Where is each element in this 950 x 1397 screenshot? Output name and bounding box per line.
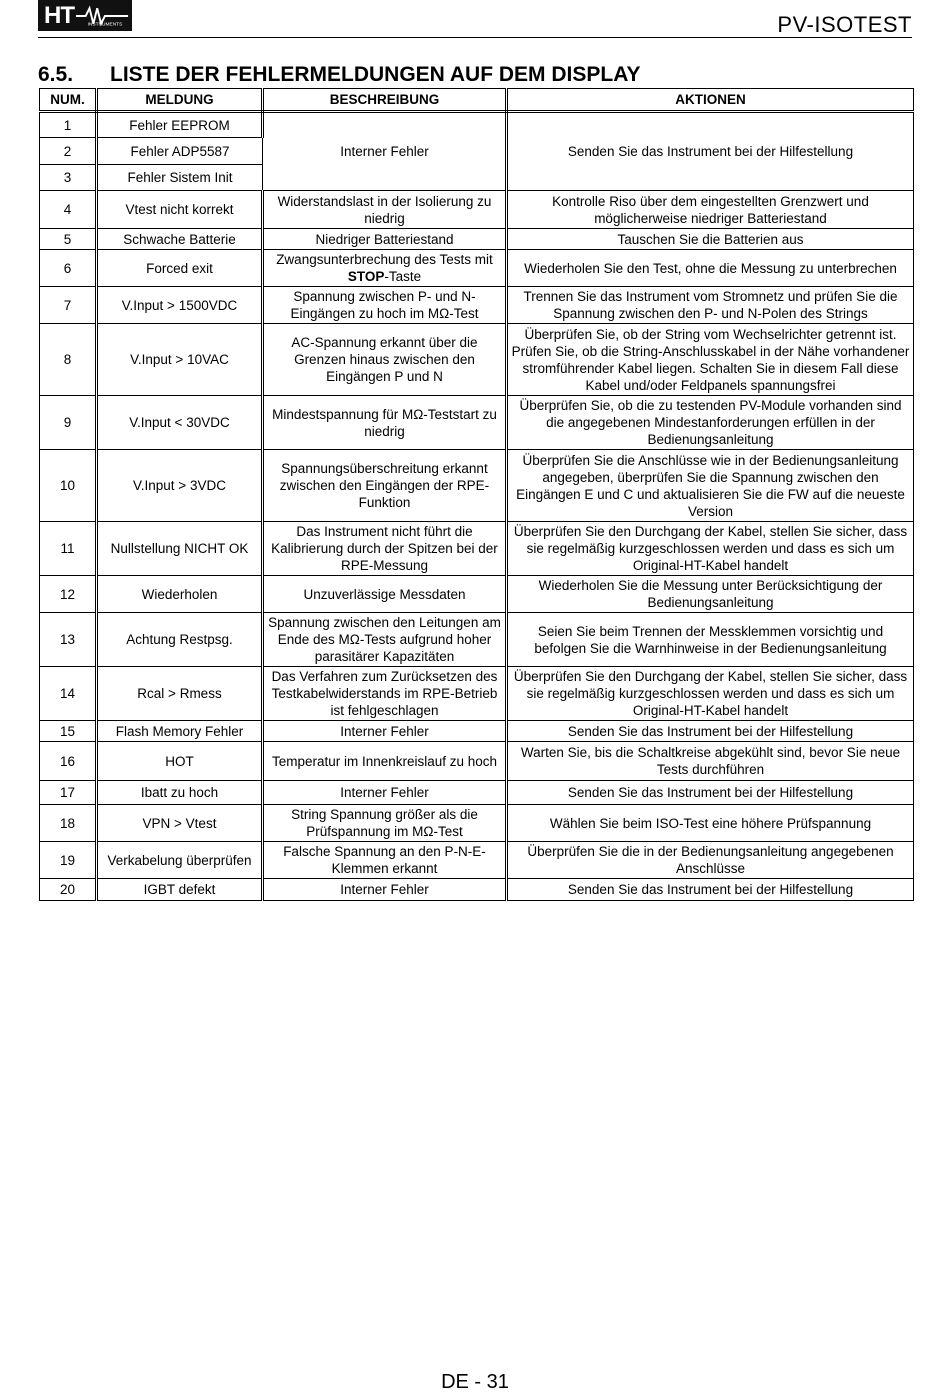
row-action: Überprüfen Sie die in der Bedienungsanleitung angegebenen Anschlüsse [507,842,914,879]
row-description: Spannungsüberschreitung erkannt zwischen den Eingängen der RPE-Funktion [263,450,507,522]
row-action: Wählen Sie beim ISO-Test eine höhere Prüfspannung [507,805,914,842]
row-message: Wiederholen [97,576,263,613]
row-description: Widerstandslast in der Isolierung zu niedrig [263,191,507,229]
table-row [40,879,914,901]
logo-text: HT [44,1,74,29]
row-action: Senden Sie das Instrument bei der Hilfestellung [507,781,914,805]
row-number: 15 [40,721,97,742]
row-number: 9 [40,396,97,450]
row-number: 20 [40,879,97,901]
row-message: IGBT defekt [97,879,263,901]
row-number: 4 [40,191,97,229]
row-message: Forced exit [97,250,263,287]
row-action: Kontrolle Riso über dem eingestellten Grenzwert und möglicherweise niedriger Batteriestand [507,191,914,229]
document-title: PV-ISOTEST [777,12,912,37]
table-row [40,191,914,229]
row-message: Fehler Sistem Init [97,165,263,191]
stop-key-label: STOP [347,269,385,284]
section-heading [38,63,640,87]
row-description: Das Instrument nicht führt die Kalibrierung durch der Spitzen bei der RPE-Messung [263,522,507,576]
column-header-meldung: MELDUNG [97,89,263,112]
row-message: Rcal > Rmess [97,667,263,721]
row-message: V.Input > 10VAC [97,324,263,396]
ht-instruments-logo [38,0,132,31]
table-row [40,721,914,742]
row-message: Fehler EEPROM [97,112,263,138]
logo-subtext: INSTRUMENTS [87,22,123,27]
table-row [40,287,914,324]
row-number: 19 [40,842,97,879]
row-message: Nullstellung NICHT OK [97,522,263,576]
row-number: 6 [40,250,97,287]
row-message: Achtung Restpsg. [97,613,263,667]
table-row [40,250,914,287]
row-message: HOT [97,742,263,781]
row-description: String Spannung größer als die Prüfspannung im MΩ-Test [263,805,507,842]
table-row [40,742,914,781]
table-row [40,112,914,138]
description-tail: -Taste [384,269,422,284]
row-action: Tauschen Sie die Batterien aus [507,229,914,250]
table-header-row [40,89,914,112]
row-description: Falsche Spannung an den P-N-E-Klemmen erkannt [263,842,507,879]
table-row [40,576,914,613]
waveform-icon [76,5,130,27]
row-number: 2 [40,138,97,165]
column-header-beschreibung: BESCHREIBUNG [263,89,507,112]
row-action: Senden Sie das Instrument bei der Hilfestellung [507,879,914,901]
row-description: Spannung zwischen den Leitungen am Ende des MΩ-Tests aufgrund hoher parasitärer Kapazitäten [263,613,507,667]
row-message: Vtest nicht korrekt [97,191,263,229]
row-message: V.Input > 1500VDC [97,287,263,324]
table-row [40,805,914,842]
row-description: Unzuverlässige Messdaten [263,576,507,613]
row-message: VPN > Vtest [97,805,263,842]
row-message: Ibatt zu hoch [97,781,263,805]
row-action: Wiederholen Sie den Test, ohne die Messung zu unterbrechen [507,250,914,287]
row-description: Interner Fehler [263,781,507,805]
table-row [40,229,914,250]
row-description: Temperatur im Innenkreislauf zu hoch [263,742,507,781]
row-number: 5 [40,229,97,250]
row-number: 3 [40,165,97,191]
row-description: Das Verfahren zum Zurücksetzen des Testkabelwiderstands im RPE-Betrieb ist fehlgeschlagen [263,667,507,721]
row-message: Fehler ADP5587 [97,138,263,165]
row-number: 12 [40,576,97,613]
row-action: Trennen Sie das Instrument vom Stromnetz und prüfen Sie die Spannung zwischen den P- und N-Polen des Strings [507,287,914,324]
row-description: Spannung zwischen P- und N-Eingängen zu hoch im MΩ-Test [263,287,507,324]
row-description [263,250,507,287]
row-message: Schwache Batterie [97,229,263,250]
table-row [40,324,914,396]
table-row [40,450,914,522]
row-message: Flash Memory Fehler [97,721,263,742]
row-action: Warten Sie, bis die Schaltkreise abgekühlt sind, bevor Sie neue Tests durchführen [507,742,914,781]
row-description: Interner Fehler [263,879,507,901]
row-action: Senden Sie das Instrument bei der Hilfestellung [507,112,914,191]
table-row [40,613,914,667]
section-title: LISTE DER FEHLERMELDUNGEN AUF DEM DISPLAY [110,63,641,86]
page-number: DE - 31 [441,1371,509,1393]
row-number: 10 [40,450,97,522]
table-row [40,667,914,721]
row-number: 11 [40,522,97,576]
row-number: 14 [40,667,97,721]
row-action: Überprüfen Sie den Durchgang der Kabel, stellen Sie sicher, dass sie regelmäßig kurzgeschlossen werden und dass es sich um Original-HT-Kabel handelt [507,522,914,576]
row-number: 1 [40,112,97,138]
row-description: AC-Spannung erkannt über die Grenzen hinaus zwischen den Eingängen P und N [263,324,507,396]
row-message: Verkabelung überprüfen [97,842,263,879]
row-action: Überprüfen Sie, ob der String vom Wechselrichter getrennt ist. Prüfen Sie, ob die String-Anschlusskabel in der Nähe vorhandener stromführender Kabel liegen. Schalten Sie in diesem Fall diese Kabel und/oder Feldpanels spannungsfrei [507,324,914,396]
row-number: 16 [40,742,97,781]
row-number: 17 [40,781,97,805]
column-header-aktionen: AKTIONEN [507,89,914,112]
row-description: Interner Fehler [263,721,507,742]
row-number: 18 [40,805,97,842]
section-number: 6.5. [38,63,74,86]
row-action: Überprüfen Sie, ob die zu testenden PV-Module vorhanden sind die angegebenen Mindestanforderungen erfüllen in der Bedienungsanleitung [507,396,914,450]
row-message: V.Input > 3VDC [97,450,263,522]
row-action: Seien Sie beim Trennen der Messklemmen vorsichtig und befolgen Sie die Warnhinweise in der Bedienungsanleitung [507,613,914,667]
row-action: Überprüfen Sie die Anschlüsse wie in der Bedienungsanleitung angegeben, überprüfen Sie die Spannung zwischen den Eingängen E und C und aktualisieren Sie die FW auf die neueste Version [507,450,914,522]
table-row [40,842,914,879]
row-action: Überprüfen Sie den Durchgang der Kabel, stellen Sie sicher, dass sie regelmäßig kurzgeschlossen werden und dass es sich um Original-HT-Kabel handelt [507,667,914,721]
description-text: Zwangsunterbrechung des Tests mit [276,252,493,267]
row-description: Interner Fehler [263,112,507,191]
row-action: Senden Sie das Instrument bei der Hilfestellung [507,721,914,742]
table-row [40,781,914,805]
table-row [40,396,914,450]
row-number: 13 [40,613,97,667]
row-number: 7 [40,287,97,324]
table-row [40,522,914,576]
row-description: Niedriger Batteriestand [263,229,507,250]
row-description: Mindestspannung für MΩ-Teststart zu niedrig [263,396,507,450]
row-number: 8 [40,324,97,396]
column-header-num: NUM. [40,89,97,112]
error-messages-table [39,88,914,901]
header-divider [38,37,912,38]
row-action: Wiederholen Sie die Messung unter Berücksichtigung der Bedienungsanleitung [507,576,914,613]
row-message: V.Input < 30VDC [97,396,263,450]
